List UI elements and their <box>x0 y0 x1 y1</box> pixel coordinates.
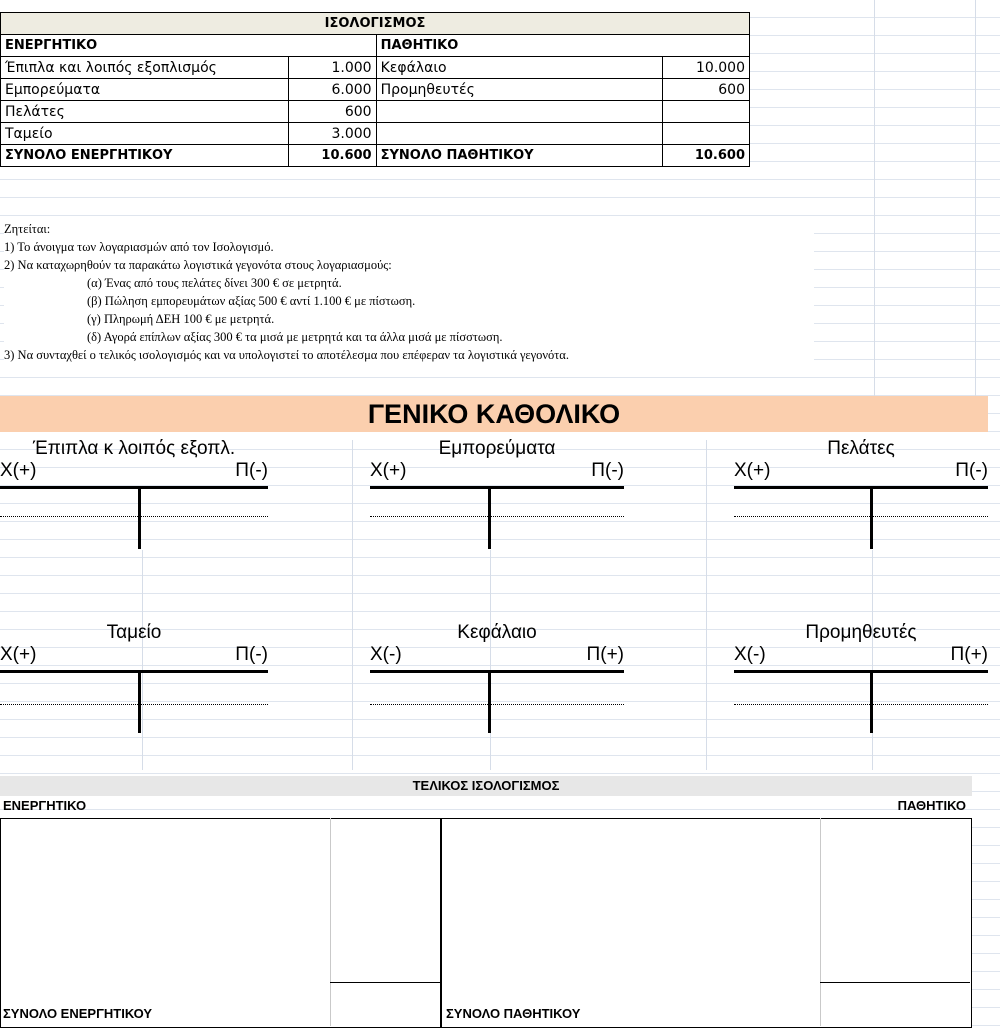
entry-dotted-line <box>734 704 988 705</box>
final-balance-box[interactable] <box>0 818 972 1028</box>
debit-label: Χ(-) <box>370 644 402 665</box>
final-assets-header[interactable]: ΕΝΕΡΓΗΤΙΚΟ <box>3 798 87 813</box>
instruction-item: 3) Να συνταχθεί ο τελικός ισολογισμός και να υπολογιστεί το αποτέλεσμα που επέφεραν τα λογιστικά γεγονότα. <box>4 348 569 362</box>
t-account-merchandise[interactable] <box>370 438 624 558</box>
total-liabilities-value[interactable]: 10.600 <box>663 145 750 167</box>
instructions-heading: Ζητείται: <box>4 222 51 236</box>
credit-label: Π(-) <box>591 460 624 481</box>
t-account-top-line <box>0 670 268 673</box>
t-account-capital[interactable] <box>370 622 624 742</box>
t-account-center-line <box>488 671 491 733</box>
t-account-name: Ταμείο <box>106 622 162 643</box>
instruction-item: 1) Το άνοιγμα των λογαριασμών από τον Ισολογισμό. <box>4 240 274 254</box>
assets-value-column-line <box>330 818 331 1026</box>
debit-label: Χ(+) <box>0 460 37 481</box>
asset-name-cell[interactable]: Πελάτες <box>1 101 289 123</box>
credit-label: Π(+) <box>586 644 624 665</box>
balance-sheet-table <box>0 12 750 167</box>
balance-sheet-title[interactable]: ΙΣΟΛΟΓΙΣΜΟΣ <box>1 13 750 35</box>
liabilities-header[interactable]: ΠΑΘΗΤΙΚΟ <box>376 35 749 57</box>
t-account-center-line <box>870 487 873 549</box>
debit-label: Χ(+) <box>734 460 771 481</box>
table-row <box>1 123 750 145</box>
instructions-block[interactable] <box>4 220 814 364</box>
t-account-top-line <box>734 486 988 489</box>
t-account-top-line <box>370 486 624 489</box>
total-assets-label[interactable]: ΣΥΝΟΛΟ ΕΝΕΡΓΗΤΙΚΟΥ <box>1 145 289 167</box>
assets-header[interactable]: ΕΝΕΡΓΗΤΙΚΟ <box>1 35 377 57</box>
table-row <box>1 101 750 123</box>
t-account-name: Εμπορεύματα <box>438 438 556 459</box>
total-assets-value[interactable]: 10.600 <box>288 145 376 167</box>
table-row <box>1 79 750 101</box>
entry-dotted-line <box>370 704 624 705</box>
totals-row <box>1 145 750 167</box>
liability-value-cell[interactable] <box>663 123 750 145</box>
assets-subtotal-line <box>330 982 440 983</box>
final-liabilities-header[interactable]: ΠΑΘΗΤΙΚΟ <box>897 798 966 813</box>
credit-label: Π(-) <box>235 460 268 481</box>
asset-value-cell[interactable]: 1.000 <box>288 57 376 79</box>
liability-name-cell[interactable] <box>376 123 662 145</box>
entry-dotted-line <box>0 516 268 517</box>
asset-name-cell[interactable]: Ταμείο <box>1 123 289 145</box>
debit-label: Χ(-) <box>734 644 766 665</box>
final-total-liabilities-label[interactable]: ΣΥΝΟΛΟ ΠΑΘΗΤΙΚΟΥ <box>446 1006 581 1021</box>
entry-dotted-line <box>734 516 988 517</box>
t-account-name: Πελάτες <box>827 438 895 459</box>
t-account-center-line <box>138 487 141 549</box>
liability-value-cell[interactable]: 10.000 <box>663 57 750 79</box>
final-balance-title[interactable]: ΤΕΛΙΚΟΣ ΙΣΟΛΟΓΙΣΜΟΣ <box>0 776 972 796</box>
liabilities-subtotal-line <box>820 982 970 983</box>
credit-label: Π(-) <box>235 644 268 665</box>
t-account-center-line <box>870 671 873 733</box>
asset-value-cell[interactable]: 3.000 <box>288 123 376 145</box>
instruction-subitem: (δ) Αγορά επίπλων αξίας 300 € τα μισά με μετρητά και τα άλλα μισά με πίσστωση. <box>87 330 503 344</box>
t-account-top-line <box>0 486 268 489</box>
asset-value-cell[interactable]: 600 <box>288 101 376 123</box>
grid-column-line <box>874 0 875 400</box>
total-liabilities-label[interactable]: ΣΥΝΟΛΟ ΠΑΘΗΤΙΚΟΥ <box>376 145 662 167</box>
liability-value-cell[interactable]: 600 <box>663 79 750 101</box>
liability-name-cell[interactable]: Κεφάλαιο <box>376 57 662 79</box>
liabilities-value-column-line <box>820 818 821 1026</box>
asset-name-cell[interactable]: Έπιπλα και λοιπός εξοπλισμός <box>1 57 289 79</box>
final-balance-divider <box>440 818 442 1028</box>
debit-label: Χ(+) <box>370 460 407 481</box>
t-account-center-line <box>488 487 491 549</box>
grid-column-line <box>975 0 976 400</box>
asset-name-cell[interactable]: Εμπορεύματα <box>1 79 289 101</box>
grid-column-line <box>352 440 353 770</box>
t-account-suppliers[interactable] <box>734 622 988 742</box>
credit-label: Π(-) <box>955 460 988 481</box>
final-total-assets-label[interactable]: ΣΥΝΟΛΟ ΕΝΕΡΓΗΤΙΚΟΥ <box>3 1006 153 1021</box>
t-account-name: Κεφάλαιο <box>457 622 537 643</box>
grid-column-line <box>706 440 707 770</box>
t-account-customers[interactable] <box>734 438 988 558</box>
instruction-subitem: (α) Ένας από τους πελάτες δίνει 300 € σε μετρητά. <box>87 276 342 290</box>
t-account-center-line <box>138 671 141 733</box>
instruction-item: 2) Να καταχωρηθούν τα παρακάτω λογιστικά γεγονότα στους λογαριασμούς: <box>4 258 392 272</box>
t-account-name: Προμηθευτές <box>805 622 917 643</box>
liability-name-cell[interactable] <box>376 101 662 123</box>
debit-label: Χ(+) <box>0 644 37 665</box>
t-account-top-line <box>370 670 624 673</box>
t-account-name: Έπιπλα κ λοιπός εξοπλ. <box>32 438 236 459</box>
table-row <box>1 57 750 79</box>
credit-label: Π(+) <box>950 644 988 665</box>
entry-dotted-line <box>370 516 624 517</box>
liability-name-cell[interactable]: Προμηθευτές <box>376 79 662 101</box>
asset-value-cell[interactable]: 6.000 <box>288 79 376 101</box>
ledger-title[interactable]: ΓΕΝΙΚΟ ΚΑΘΟΛΙΚΟ <box>0 396 988 432</box>
instruction-subitem: (γ) Πληρωμή ΔΕΗ 100 € με μετρητά. <box>87 312 275 326</box>
liability-value-cell[interactable] <box>663 101 750 123</box>
t-account-top-line <box>734 670 988 673</box>
t-account-cash[interactable] <box>0 622 268 742</box>
t-account-furniture[interactable] <box>0 438 268 558</box>
instruction-subitem: (β) Πώληση εμπορευμάτων αξίας 500 € αντί 1.100 € με πίστωση. <box>87 294 416 308</box>
entry-dotted-line <box>0 704 268 705</box>
